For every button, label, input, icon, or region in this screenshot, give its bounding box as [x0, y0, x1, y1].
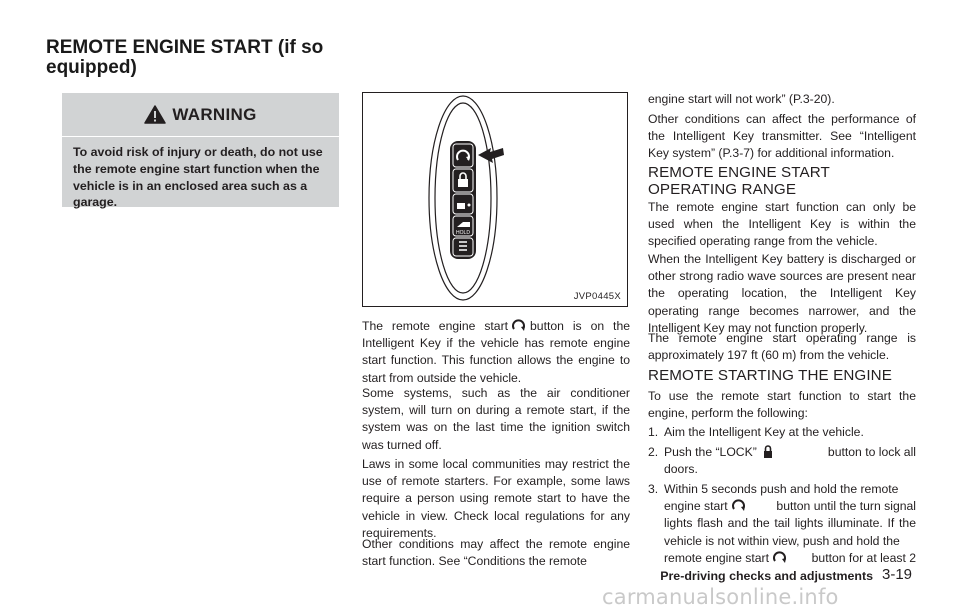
warning-title: WARNING — [172, 104, 257, 124]
paragraph: Other conditions can affect the performance of the Intelligent Key transmitter. See “Intelligent Key system” (P.3-7) for additional information. — [648, 112, 916, 161]
paragraph: To use the remote start function to start the engine, perform the following: — [648, 389, 916, 421]
text-span: Push the “LOCK” — [664, 445, 757, 459]
text-span: button to lock all — [827, 445, 916, 459]
list-number: 1. — [648, 425, 659, 439]
list-item — [648, 481, 916, 565]
warning-triangle-icon — [144, 105, 166, 124]
paragraph: When the Intelligent Key battery is discharged or other strong radio wave sources are present near the operating location, the Intelligent Key operating range becomes narrower, and the Intelligent Key may not function properly. — [648, 252, 916, 335]
warning-box — [62, 93, 339, 210]
remote-start-icon — [772, 551, 788, 564]
text-span: button for at least 2 — [811, 550, 916, 565]
text-span: button until the turn signal — [776, 499, 916, 514]
list-number: 2. — [648, 445, 659, 459]
hold-text: HOLD — [456, 230, 470, 236]
text-span: button is on the Intelligent Key if the vehicle has remote engine start function. This function allows the engine to start from outside the vehicle. — [362, 319, 630, 385]
paragraph — [362, 318, 630, 387]
watermark: carmanualsonline.info — [602, 585, 839, 609]
text-span: doors. — [664, 462, 698, 477]
remote-start-icon — [511, 319, 527, 332]
list-text: Aim the Intelligent Key at the vehicle. — [664, 425, 864, 439]
remote-start-icon — [731, 499, 747, 512]
list-text — [664, 481, 916, 567]
paragraph: The remote engine start function can only be used when the Intelligent Key is within the specified operating range from the vehicle. — [648, 200, 916, 249]
text-span: Within 5 seconds push and hold the remote — [664, 482, 899, 496]
paragraph: engine start will not work” (P.3-20). — [648, 92, 835, 106]
list-text — [664, 444, 916, 478]
warning-header — [62, 93, 339, 137]
intelligent-key-illustration — [363, 93, 627, 306]
subheading: REMOTE STARTING THE ENGINE — [648, 367, 892, 384]
list-item — [648, 444, 916, 480]
text-span: engine start — [664, 499, 728, 514]
lock-icon — [760, 445, 776, 458]
warning-text: To avoid risk of injury or death, do not use the remote engine start function when the vehicle is in an enclosed area such as a garage. — [73, 145, 323, 210]
list-number: 3. — [648, 482, 659, 496]
paragraph: Some systems, such as the air conditioner system, will turn on during a remote start, if the system was on the last time the ignition switch was turned off. — [362, 386, 630, 452]
section-title: REMOTE ENGINE START (if so equipped) — [46, 37, 324, 78]
text-span: The remote engine start — [362, 319, 509, 333]
key-figure — [362, 92, 628, 307]
subheading: REMOTE ENGINE START OPERATING RANGE — [648, 164, 830, 198]
paragraph: Other conditions may affect the remote engine start function. See “Conditions the remote — [362, 537, 630, 569]
list-item — [648, 424, 916, 442]
text-span: remote engine start — [664, 550, 770, 565]
paragraph: The remote engine start operating range is approximately 197 ft (60 m) from the vehicle. — [648, 331, 916, 363]
page-number: 3-19 — [882, 566, 913, 583]
paragraph: Laws in some local communities may restrict the use of remote starters. For example, some laws require a person using remote start to have the vehicle in view. Check local regulations for any requirements. — [362, 457, 630, 540]
text-span: lights flash and the tail lights illuminate. If the vehicle is not within view, push and hold the — [664, 516, 916, 548]
footer-section-title: Pre-driving checks and adjustments — [660, 569, 873, 583]
figure-label: JVP0445X — [573, 291, 621, 302]
